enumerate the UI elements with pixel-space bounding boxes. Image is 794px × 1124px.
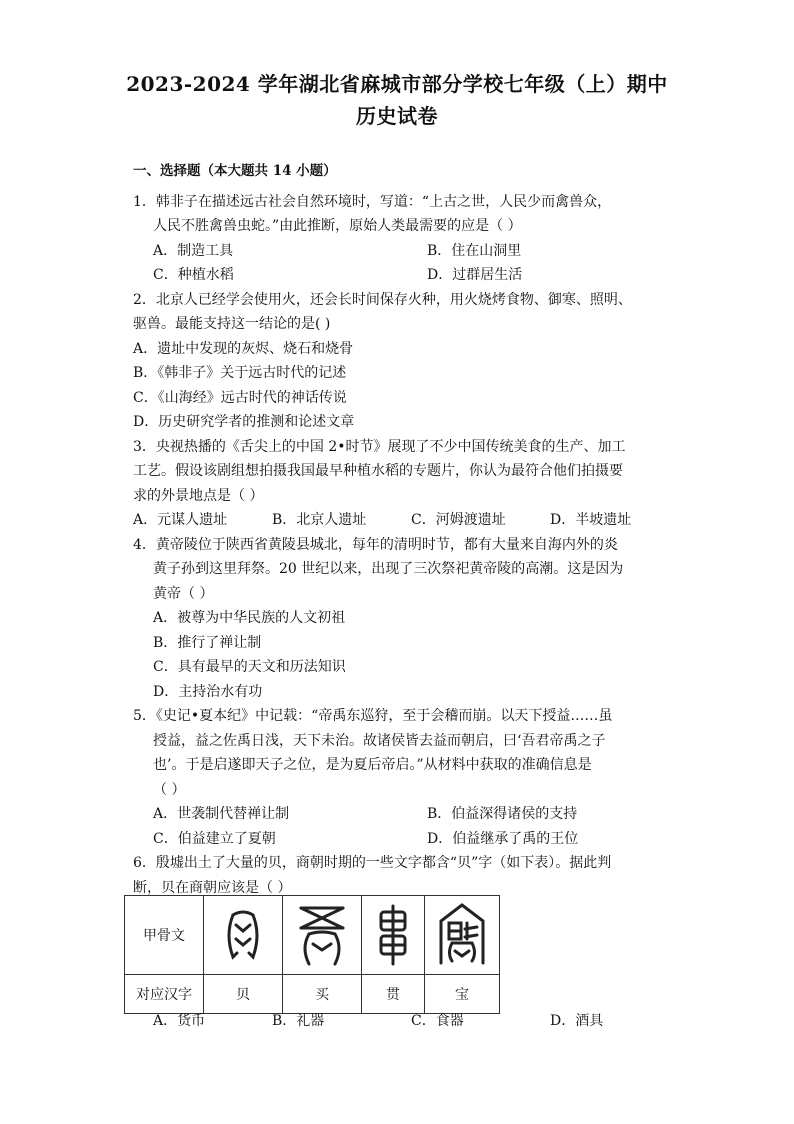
q3-stem-line3: 求的外景地点是（ ） — [133, 488, 264, 504]
oracle-guan-cell — [362, 896, 425, 975]
q5-stem-line2: 授益，益之佐禹日浅，天下未治。故诸侯皆去益而朝启，曰‘吾君帝禹之子 — [153, 733, 606, 749]
oracle-guan-icon — [373, 904, 413, 966]
q1-option-a: A．制造工具 — [153, 243, 234, 259]
q4-option-d: D．主持治水有功 — [153, 684, 263, 700]
exam-title-line1: 2023-2024 学年湖北省麻城市部分学校七年级（上）期中 — [126, 72, 668, 96]
section-heading: 一、选择题（本大题共 14 小题） — [133, 163, 337, 179]
q2-stem-line2: 驱兽。最能支持这一结论的是( ) — [133, 316, 331, 332]
oracle-mai-cell — [283, 896, 362, 975]
q2-option-d: D．历史研究学者的推测和论述文章 — [133, 414, 355, 430]
oracle-bei-icon — [223, 905, 263, 965]
q2-option-b: B．《韩非子》关于远古时代的记述 — [133, 365, 347, 381]
q2-option-c: C．《山海经》远古时代的神话传说 — [133, 390, 347, 406]
q5-option-c: C．伯益建立了夏朝 — [153, 831, 276, 847]
q4-option-c: C．具有最早的天文和历法知识 — [153, 659, 346, 675]
q5-stem-line4: （ ） — [153, 782, 186, 798]
oracle-char-cell: 买 — [283, 975, 362, 1014]
oracle-row — [125, 975, 500, 1014]
q4-stem-line2: 黄子孙到这里拜祭。20 世纪以来，出现了三次祭祀黄帝陵的高潮。这是因为 — [153, 561, 624, 577]
q6-option-c: C．食器 — [411, 1013, 464, 1029]
q3-stem-line1: 3．央视热播的《舌尖上的中国 2•时节》展现了不少中国传统美食的生产、加工 — [133, 439, 626, 455]
q5-option-b: B．伯益深得诸侯的支持 — [427, 806, 578, 822]
q2-stem-line1: 2．北京人已经学会使用火，还会长时间保存火种，用火烧烤食物、御寒、照明、 — [133, 292, 632, 308]
q3-option-a: A．元谋人遗址 — [133, 512, 228, 528]
oracle-bao-icon — [437, 903, 487, 967]
q1-stem-line2: 人民不胜禽兽虫蛇。”由此推断，原始人类最需要的应是（ ） — [153, 218, 522, 234]
q1-option-d: D．过群居生活 — [427, 267, 523, 283]
q5-stem-line1: 5．《史记•夏本纪》中记载：“帝禹东巡狩，至于会稽而崩。以天下授益……虽 — [133, 708, 613, 724]
oracle-char-cell: 贯 — [362, 975, 425, 1014]
q1-option-c: C．种植水稻 — [153, 267, 234, 283]
oracle-bao-cell — [425, 896, 500, 975]
oracle-row-header: 甲骨文 — [125, 896, 204, 975]
exam-title-line2: 历史试卷 — [356, 104, 438, 128]
oracle-char-cell: 贝 — [204, 975, 283, 1014]
q5-option-a: A．世袭制代替禅让制 — [153, 806, 290, 822]
oracle-char-cell: 宝 — [425, 975, 500, 1014]
q1-option-b: B．住在山洞里 — [427, 243, 522, 259]
q2-option-a: A．遗址中发现的灰烬、烧石和烧骨 — [133, 341, 354, 357]
q1-stem-line1: 1．韩非子在描述远古社会自然环境时，写道：“上古之世，人民少而禽兽众， — [133, 194, 612, 210]
q3-stem-line2: 工艺。假设该剧组想拍摄我国最早种植水稻的专题片，你认为最符合他们拍摄要 — [133, 463, 623, 479]
q3-option-c: C．河姆渡遗址 — [411, 512, 506, 528]
q4-stem-line1: 4．黄帝陵位于陕西省黄陵县城北，每年的清明时节，都有大量来自海内外的炎 — [133, 537, 618, 553]
oracle-bone-table — [124, 895, 500, 1014]
q4-option-a: A．被尊为中华民族的人文初祖 — [153, 610, 346, 626]
oracle-row-header: 对应汉字 — [125, 975, 204, 1014]
q4-option-b: B．推行了禅让制 — [153, 635, 262, 651]
q5-stem-line3: 也’。于是启遂即天子之位，是为夏后帝启。”从材料中获取的准确信息是 — [153, 757, 592, 773]
oracle-bei-cell — [204, 896, 283, 975]
oracle-mai-icon — [295, 902, 349, 968]
q6-stem-line1: 6．殷墟出土了大量的贝，商朝时期的一些文字都含“贝”字（如下表）。据此判 — [133, 855, 612, 871]
q6-option-d: D．酒具 — [550, 1013, 604, 1029]
q4-stem-line3: 黄帝（ ） — [153, 586, 214, 602]
q6-option-b: B．礼器 — [272, 1013, 325, 1029]
q6-option-a: A．货币 — [153, 1013, 206, 1029]
q3-option-b: B．北京人遗址 — [272, 512, 367, 528]
q5-option-d: D．伯益继承了禹的王位 — [427, 831, 579, 847]
q3-option-d: D．半坡遗址 — [550, 512, 632, 528]
oracle-row — [125, 896, 500, 975]
q6-stem-line2: 断，贝在商朝应该是（ ） — [133, 880, 292, 896]
